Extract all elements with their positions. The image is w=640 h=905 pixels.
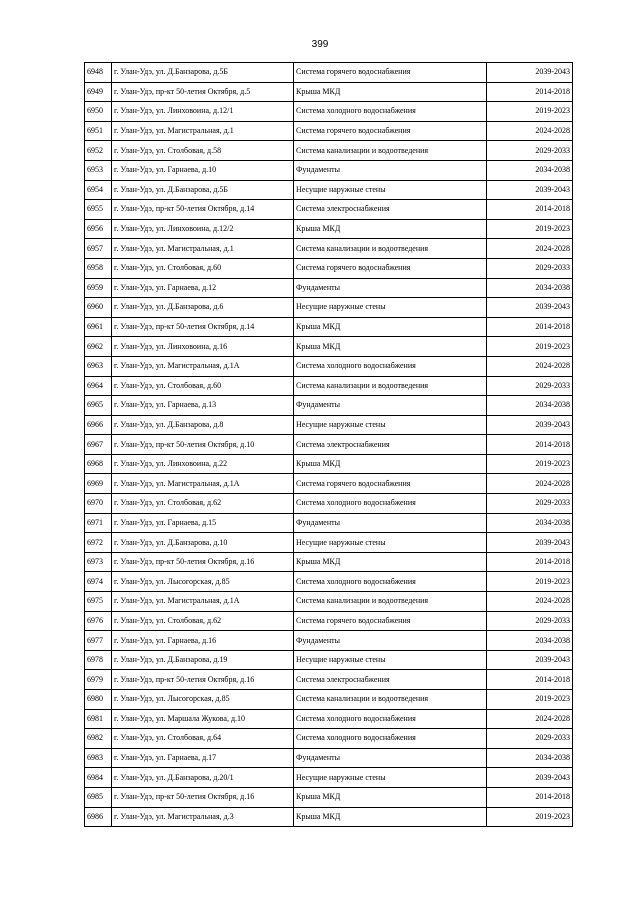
work-type-cell: Система холодного водоснабжения bbox=[294, 572, 487, 592]
address-cell: г. Улан-Удэ, ул. Лысогорская, д.85 bbox=[112, 572, 294, 592]
table-row bbox=[85, 552, 573, 572]
period-cell: 2014-2018 bbox=[487, 200, 573, 220]
table-row bbox=[85, 200, 573, 220]
period-cell: 2039-2043 bbox=[487, 650, 573, 670]
work-type-cell: Несущие наружные стены bbox=[294, 180, 487, 200]
table-row bbox=[85, 160, 573, 180]
row-number-cell: 6951 bbox=[85, 121, 112, 141]
period-cell: 2019-2023 bbox=[487, 807, 573, 827]
row-number-cell: 6966 bbox=[85, 415, 112, 435]
address-cell: г. Улан-Удэ, ул. Гарнаева, д.15 bbox=[112, 513, 294, 533]
table-row bbox=[85, 768, 573, 788]
period-cell: 2039-2043 bbox=[487, 180, 573, 200]
table-row bbox=[85, 709, 573, 729]
address-cell: г. Улан-Удэ, ул. Гарнаева, д.17 bbox=[112, 748, 294, 768]
period-cell: 2039-2043 bbox=[487, 415, 573, 435]
period-cell: 2029-2033 bbox=[487, 258, 573, 278]
work-type-cell: Система электроснабжения bbox=[294, 670, 487, 690]
table-row bbox=[85, 219, 573, 239]
row-number-cell: 6960 bbox=[85, 298, 112, 318]
work-type-cell: Система холодного водоснабжения bbox=[294, 729, 487, 749]
address-cell: г. Улан-Удэ, ул. Д.Банзарова, д.19 bbox=[112, 650, 294, 670]
work-type-cell: Система горячего водоснабжения bbox=[294, 63, 487, 83]
period-cell: 2019-2023 bbox=[487, 337, 573, 357]
address-cell: г. Улан-Удэ, ул. Д.Банзарова, д.10 bbox=[112, 533, 294, 553]
address-cell: г. Улан-Удэ, ул. Столбовая, д.62 bbox=[112, 494, 294, 514]
row-number-cell: 6967 bbox=[85, 435, 112, 455]
period-cell: 2019-2023 bbox=[487, 219, 573, 239]
table-row bbox=[85, 298, 573, 318]
row-number-cell: 6974 bbox=[85, 572, 112, 592]
period-cell: 2039-2043 bbox=[487, 533, 573, 553]
row-number-cell: 6973 bbox=[85, 552, 112, 572]
work-type-cell: Несущие наружные стены bbox=[294, 533, 487, 553]
work-type-cell: Крыша МКД bbox=[294, 317, 487, 337]
row-number-cell: 6982 bbox=[85, 729, 112, 749]
table-row bbox=[85, 337, 573, 357]
address-cell: г. Улан-Удэ, ул. Линховоина, д.22 bbox=[112, 454, 294, 474]
row-number-cell: 6976 bbox=[85, 611, 112, 631]
address-cell: г. Улан-Удэ, ул. Столбовая, д.60 bbox=[112, 376, 294, 396]
address-cell: г. Улан-Удэ, ул. Линховоина, д.12/2 bbox=[112, 219, 294, 239]
row-number-cell: 6984 bbox=[85, 768, 112, 788]
table-row bbox=[85, 592, 573, 612]
row-number-cell: 6972 bbox=[85, 533, 112, 553]
table-row bbox=[85, 239, 573, 259]
table-row bbox=[85, 415, 573, 435]
row-number-cell: 6949 bbox=[85, 82, 112, 102]
period-cell: 2024-2028 bbox=[487, 474, 573, 494]
table-row bbox=[85, 650, 573, 670]
period-cell: 2014-2018 bbox=[487, 82, 573, 102]
table-row bbox=[85, 141, 573, 161]
registry-table-body bbox=[85, 63, 573, 827]
table-row bbox=[85, 494, 573, 514]
address-cell: г. Улан-Удэ, пр-кт 50-летия Октября, д.5 bbox=[112, 82, 294, 102]
address-cell: г. Улан-Удэ, ул. Столбовая, д.58 bbox=[112, 141, 294, 161]
work-type-cell: Система горячего водоснабжения bbox=[294, 121, 487, 141]
row-number-cell: 6980 bbox=[85, 690, 112, 710]
table-row bbox=[85, 533, 573, 553]
work-type-cell: Крыша МКД bbox=[294, 454, 487, 474]
row-number-cell: 6978 bbox=[85, 650, 112, 670]
period-cell: 2034-2038 bbox=[487, 160, 573, 180]
table-row bbox=[85, 278, 573, 298]
period-cell: 2019-2023 bbox=[487, 572, 573, 592]
table-row bbox=[85, 454, 573, 474]
address-cell: г. Улан-Удэ, ул. Маршала Жукова, д.10 bbox=[112, 709, 294, 729]
table-row bbox=[85, 63, 573, 83]
table-row bbox=[85, 690, 573, 710]
work-type-cell: Система канализации и водоотведения bbox=[294, 592, 487, 612]
row-number-cell: 6986 bbox=[85, 807, 112, 827]
period-cell: 2014-2018 bbox=[487, 552, 573, 572]
period-cell: 2014-2018 bbox=[487, 317, 573, 337]
row-number-cell: 6969 bbox=[85, 474, 112, 494]
work-type-cell: Фундаменты bbox=[294, 396, 487, 416]
table-row bbox=[85, 317, 573, 337]
address-cell: г. Улан-Удэ, пр-кт 50-летия Октября, д.14 bbox=[112, 317, 294, 337]
work-type-cell: Крыша МКД bbox=[294, 552, 487, 572]
address-cell: г. Улан-Удэ, ул. Д.Банзарова, д.6 bbox=[112, 298, 294, 318]
table-row bbox=[85, 474, 573, 494]
table-row bbox=[85, 513, 573, 533]
period-cell: 2039-2043 bbox=[487, 768, 573, 788]
address-cell: г. Улан-Удэ, ул. Столбовая, д.62 bbox=[112, 611, 294, 631]
address-cell: г. Улан-Удэ, ул. Магистральная, д.1А bbox=[112, 474, 294, 494]
period-cell: 2029-2033 bbox=[487, 494, 573, 514]
period-cell: 2019-2023 bbox=[487, 690, 573, 710]
row-number-cell: 6971 bbox=[85, 513, 112, 533]
row-number-cell: 6959 bbox=[85, 278, 112, 298]
row-number-cell: 6985 bbox=[85, 787, 112, 807]
work-type-cell: Система холодного водоснабжения bbox=[294, 494, 487, 514]
address-cell: г. Улан-Удэ, ул. Гарнаева, д.16 bbox=[112, 631, 294, 651]
work-type-cell: Несущие наружные стены bbox=[294, 650, 487, 670]
table-row bbox=[85, 611, 573, 631]
work-type-cell: Система канализации и водоотведения bbox=[294, 376, 487, 396]
row-number-cell: 6962 bbox=[85, 337, 112, 357]
period-cell: 2029-2033 bbox=[487, 729, 573, 749]
work-type-cell: Крыша МКД bbox=[294, 787, 487, 807]
row-number-cell: 6956 bbox=[85, 219, 112, 239]
address-cell: г. Улан-Удэ, ул. Столбовая, д.64 bbox=[112, 729, 294, 749]
work-type-cell: Система канализации и водоотведения bbox=[294, 239, 487, 259]
address-cell: г. Улан-Удэ, ул. Гарнаева, д.12 bbox=[112, 278, 294, 298]
address-cell: г. Улан-Удэ, ул. Лысогорская, д.85 bbox=[112, 690, 294, 710]
row-number-cell: 6948 bbox=[85, 63, 112, 83]
table-row bbox=[85, 435, 573, 455]
work-type-cell: Система холодного водоснабжения bbox=[294, 709, 487, 729]
table-row bbox=[85, 396, 573, 416]
address-cell: г. Улан-Удэ, ул. Д.Банзарова, д.8 bbox=[112, 415, 294, 435]
address-cell: г. Улан-Удэ, пр-кт 50-летия Октября, д.14 bbox=[112, 200, 294, 220]
work-type-cell: Крыша МКД bbox=[294, 82, 487, 102]
row-number-cell: 6970 bbox=[85, 494, 112, 514]
row-number-cell: 6977 bbox=[85, 631, 112, 651]
work-type-cell: Система холодного водоснабжения bbox=[294, 102, 487, 122]
table-row bbox=[85, 787, 573, 807]
work-type-cell: Фундаменты bbox=[294, 160, 487, 180]
address-cell: г. Улан-Удэ, ул. Гарнаева, д.13 bbox=[112, 396, 294, 416]
address-cell: г. Улан-Удэ, ул. Д.Банзарова, д.5Б bbox=[112, 63, 294, 83]
row-number-cell: 6979 bbox=[85, 670, 112, 690]
work-type-cell: Система холодного водоснабжения bbox=[294, 356, 487, 376]
period-cell: 2019-2023 bbox=[487, 454, 573, 474]
period-cell: 2019-2023 bbox=[487, 102, 573, 122]
period-cell: 2034-2038 bbox=[487, 513, 573, 533]
row-number-cell: 6955 bbox=[85, 200, 112, 220]
table-row bbox=[85, 572, 573, 592]
row-number-cell: 6961 bbox=[85, 317, 112, 337]
row-number-cell: 6981 bbox=[85, 709, 112, 729]
work-type-cell: Крыша МКД bbox=[294, 337, 487, 357]
work-type-cell: Система горячего водоснабжения bbox=[294, 611, 487, 631]
work-type-cell: Несущие наружные стены bbox=[294, 415, 487, 435]
period-cell: 2024-2028 bbox=[487, 592, 573, 612]
row-number-cell: 6957 bbox=[85, 239, 112, 259]
period-cell: 2034-2038 bbox=[487, 631, 573, 651]
address-cell: г. Улан-Удэ, ул. Линховоина, д.12/1 bbox=[112, 102, 294, 122]
work-type-cell: Фундаменты bbox=[294, 631, 487, 651]
table-row bbox=[85, 729, 573, 749]
period-cell: 2024-2028 bbox=[487, 709, 573, 729]
address-cell: г. Улан-Удэ, ул. Магистральная, д.1А bbox=[112, 356, 294, 376]
row-number-cell: 6964 bbox=[85, 376, 112, 396]
address-cell: г. Улан-Удэ, ул. Линховоина, д.16 bbox=[112, 337, 294, 357]
work-type-cell: Система электроснабжения bbox=[294, 435, 487, 455]
address-cell: г. Улан-Удэ, пр-кт 50-летия Октября, д.10 bbox=[112, 435, 294, 455]
work-type-cell: Система горячего водоснабжения bbox=[294, 258, 487, 278]
row-number-cell: 6958 bbox=[85, 258, 112, 278]
table-row bbox=[85, 258, 573, 278]
registry-table bbox=[84, 62, 573, 827]
work-type-cell: Система горячего водоснабжения bbox=[294, 474, 487, 494]
address-cell: г. Улан-Удэ, пр-кт 50-летия Октября, д.16 bbox=[112, 552, 294, 572]
table-row bbox=[85, 631, 573, 651]
address-cell: г. Улан-Удэ, ул. Магистральная, д.1 bbox=[112, 121, 294, 141]
address-cell: г. Улан-Удэ, ул. Магистральная, д.1 bbox=[112, 239, 294, 259]
period-cell: 2014-2018 bbox=[487, 435, 573, 455]
period-cell: 2039-2043 bbox=[487, 63, 573, 83]
work-type-cell: Система электроснабжения bbox=[294, 200, 487, 220]
work-type-cell: Несущие наружные стены bbox=[294, 298, 487, 318]
row-number-cell: 6963 bbox=[85, 356, 112, 376]
table-row bbox=[85, 807, 573, 827]
period-cell: 2029-2033 bbox=[487, 611, 573, 631]
period-cell: 2024-2028 bbox=[487, 239, 573, 259]
period-cell: 2039-2043 bbox=[487, 298, 573, 318]
period-cell: 2029-2033 bbox=[487, 376, 573, 396]
row-number-cell: 6954 bbox=[85, 180, 112, 200]
address-cell: г. Улан-Удэ, пр-кт 50-летия Октября, д.16 bbox=[112, 670, 294, 690]
work-type-cell: Фундаменты bbox=[294, 513, 487, 533]
period-cell: 2014-2018 bbox=[487, 670, 573, 690]
table-row bbox=[85, 180, 573, 200]
work-type-cell: Фундаменты bbox=[294, 748, 487, 768]
row-number-cell: 6953 bbox=[85, 160, 112, 180]
address-cell: г. Улан-Удэ, ул. Гарнаева, д.10 bbox=[112, 160, 294, 180]
address-cell: г. Улан-Удэ, пр-кт 50-летия Октября, д.16 bbox=[112, 787, 294, 807]
work-type-cell: Фундаменты bbox=[294, 278, 487, 298]
period-cell: 2034-2038 bbox=[487, 278, 573, 298]
row-number-cell: 6968 bbox=[85, 454, 112, 474]
address-cell: г. Улан-Удэ, ул. Магистральная, д.1А bbox=[112, 592, 294, 612]
work-type-cell: Система канализации и водоотведения bbox=[294, 141, 487, 161]
table-row bbox=[85, 121, 573, 141]
address-cell: г. Улан-Удэ, ул. Магистральная, д.3 bbox=[112, 807, 294, 827]
work-type-cell: Крыша МКД bbox=[294, 219, 487, 239]
table-row bbox=[85, 670, 573, 690]
row-number-cell: 6950 bbox=[85, 102, 112, 122]
row-number-cell: 6975 bbox=[85, 592, 112, 612]
table-row bbox=[85, 376, 573, 396]
row-number-cell: 6983 bbox=[85, 748, 112, 768]
period-cell: 2034-2038 bbox=[487, 748, 573, 768]
period-cell: 2029-2033 bbox=[487, 141, 573, 161]
address-cell: г. Улан-Удэ, ул. Д.Банзарова, д.20/1 bbox=[112, 768, 294, 788]
work-type-cell: Несущие наружные стены bbox=[294, 768, 487, 788]
address-cell: г. Улан-Удэ, ул. Д.Банзарова, д.5Б bbox=[112, 180, 294, 200]
period-cell: 2024-2028 bbox=[487, 356, 573, 376]
table-row bbox=[85, 82, 573, 102]
table-row bbox=[85, 356, 573, 376]
period-cell: 2024-2028 bbox=[487, 121, 573, 141]
row-number-cell: 6952 bbox=[85, 141, 112, 161]
row-number-cell: 6965 bbox=[85, 396, 112, 416]
table-row bbox=[85, 748, 573, 768]
work-type-cell: Крыша МКД bbox=[294, 807, 487, 827]
table-row bbox=[85, 102, 573, 122]
period-cell: 2014-2018 bbox=[487, 787, 573, 807]
address-cell: г. Улан-Удэ, ул. Столбовая, д.60 bbox=[112, 258, 294, 278]
work-type-cell: Система канализации и водоотведения bbox=[294, 690, 487, 710]
period-cell: 2034-2038 bbox=[487, 396, 573, 416]
page-number: 399 bbox=[311, 39, 329, 50]
